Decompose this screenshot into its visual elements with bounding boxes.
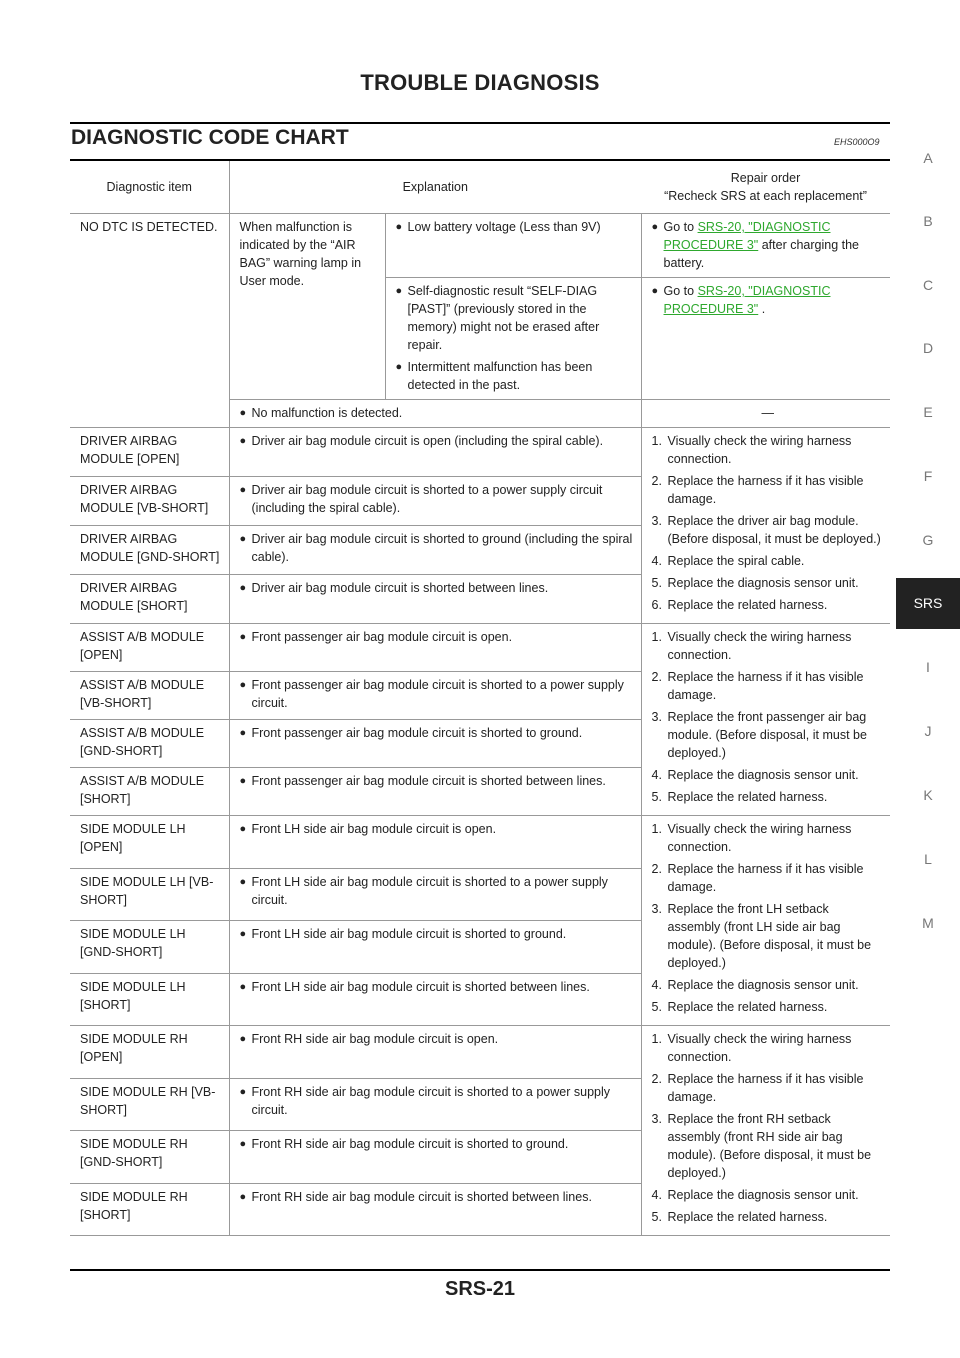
explanation-cell: ● Driver air bag module circuit is shorted to ground (including the spiral cable). <box>229 526 641 575</box>
bullet-icon: ● <box>651 221 659 233</box>
explanation-cell: ● Front LH side air bag module circuit is open. <box>229 816 641 869</box>
bullet-icon: ● <box>395 221 403 233</box>
bullet-icon: ● <box>395 285 403 297</box>
item-cell: ASSIST A/B MODULE [VB-SHORT] <box>70 672 229 720</box>
section-title: DIAGNOSTIC CODE CHART <box>71 126 349 149</box>
repair-cell: 1. Visually check the wiring harness connection. 2. Replace the harness if it has visible damage. 3. Replace the driver air bag module. (Before disposal, it must be deployed.) 4. Replace the spiral cable. 5. Replace the diagnosis sensor unit. 6. Replace the related harness. <box>641 428 890 624</box>
item-cell: DRIVER AIRBAG MODULE [OPEN] <box>70 428 229 477</box>
header-explanation: Explanation <box>229 160 641 214</box>
item-cell: SIDE MODULE RH [OPEN] <box>70 1026 229 1079</box>
side-index-srs-active[interactable]: SRS <box>896 578 960 629</box>
cause-cell: ● Self-diagnostic result “SELF-DIAG [PAST]” (previously stored in the memory) might not be erased after repair. ● Intermittent malfunction has been detected in the past. <box>385 278 641 400</box>
bullet-icon: ● <box>239 484 247 496</box>
item-cell: SIDE MODULE RH [VB-SHORT] <box>70 1078 229 1131</box>
side-index-c[interactable]: C <box>922 277 934 293</box>
cause-cell: ● Low battery voltage (Less than 9V) <box>385 214 641 278</box>
bullet-icon: ● <box>239 980 247 993</box>
explanation-cell: ● Front passenger air bag module circuit is shorted between lines. <box>229 768 641 816</box>
bullet-icon: ● <box>239 407 247 419</box>
item-cell: DRIVER AIRBAG MODULE [SHORT] <box>70 575 229 624</box>
explanation-cell: ● Front LH side air bag module circuit is shorted to a power supply circuit. <box>229 868 641 921</box>
condition-cell: When malfunction is indicated by the “AIR BAG” warning lamp in User mode. <box>229 214 385 400</box>
table-header-row <box>70 160 890 214</box>
bullet-icon: ● <box>239 727 247 739</box>
item-cell: DRIVER AIRBAG MODULE [VB-SHORT] <box>70 477 229 526</box>
bullet-icon: ● <box>239 875 247 888</box>
explanation-cell: ● Front LH side air bag module circuit is shorted between lines. <box>229 973 641 1026</box>
bullet-icon: ● <box>239 1085 247 1098</box>
item-cell: SIDE MODULE LH [SHORT] <box>70 973 229 1026</box>
section-code: EHS000O9 <box>834 137 880 147</box>
cause-cell: ● No malfunction is detected. <box>229 400 641 428</box>
bullet-icon: ● <box>395 361 403 373</box>
item-cell: SIDE MODULE LH [OPEN] <box>70 816 229 869</box>
header-repair-line1: Repair order <box>730 171 801 185</box>
side-index-d[interactable]: D <box>922 340 934 356</box>
item-cell: ASSIST A/B MODULE [SHORT] <box>70 768 229 816</box>
explanation-cell: ● Front LH side air bag module circuit is shorted to ground. <box>229 921 641 974</box>
bullet-icon: ● <box>239 582 247 594</box>
explanation-cell: ● Front RH side air bag module circuit is open. <box>229 1026 641 1079</box>
item-cell: ASSIST A/B MODULE [OPEN] <box>70 624 229 672</box>
side-index-e[interactable]: E <box>923 404 933 420</box>
bullet-icon: ● <box>239 775 247 787</box>
bullet-icon: ● <box>239 435 247 447</box>
side-index-i[interactable]: I <box>926 659 930 675</box>
explanation-cell: ● Driver air bag module circuit is shorted to a power supply circuit (including the spiral cable). <box>229 477 641 526</box>
header-repair-line2: “Recheck SRS at each replacement” <box>664 189 867 203</box>
side-index-k[interactable]: K <box>923 787 933 803</box>
repair-cell: 1. Visually check the wiring harness connection. 2. Replace the harness if it has visible damage. 3. Replace the front RH setback assembly (front RH side air bag module). (Before disposal, it must be deployed.) 4. Replace the diagnosis sensor unit. 5. Replace the related harness. <box>641 1026 890 1236</box>
side-index-b[interactable]: B <box>923 213 933 229</box>
explanation-cell: ● Front RH side air bag module circuit is shorted to a power supply circuit. <box>229 1078 641 1131</box>
explanation-cell: ● Front RH side air bag module circuit is shorted to ground. <box>229 1131 641 1184</box>
procedure-link[interactable]: SRS-20, "DIAGNOSTIC PROCEDURE 3" <box>663 220 831 252</box>
item-cell: NO DTC IS DETECTED. <box>70 214 229 428</box>
explanation-cell: ● Front passenger air bag module circuit is shorted to a power supply circuit. <box>229 672 641 720</box>
explanation-cell: ● Front passenger air bag module circuit is shorted to ground. <box>229 720 641 768</box>
table-row <box>70 624 890 672</box>
repair-cell: ● Go to SRS-20, "DIAGNOSTIC PROCEDURE 3" . <box>641 278 890 400</box>
side-index-l[interactable]: L <box>924 851 932 867</box>
explanation-cell: ● Driver air bag module circuit is open (including the spiral cable). <box>229 428 641 477</box>
repair-cell: 1. Visually check the wiring harness connection. 2. Replace the harness if it has visible damage. 3. Replace the front passenger air bag module. (Before disposal, it must be deployed.) 4. Replace the diagnosis sensor unit. 5. Replace the related harness. <box>641 624 890 816</box>
bullet-icon: ● <box>239 928 247 940</box>
table-row <box>70 428 890 477</box>
table-row <box>70 816 890 869</box>
bullet-icon: ● <box>239 631 247 643</box>
item-cell: SIDE MODULE RH [GND-SHORT] <box>70 1131 229 1184</box>
explanation-cell: ● Front RH side air bag module circuit is shorted between lines. <box>229 1183 641 1236</box>
side-index-m[interactable]: M <box>922 915 934 931</box>
repair-cell: — <box>641 400 890 428</box>
page-number: SRS-21 <box>444 1278 516 1300</box>
item-cell: SIDE MODULE LH [GND-SHORT] <box>70 921 229 974</box>
diagnostic-code-table <box>70 159 890 1236</box>
table-row <box>70 214 890 278</box>
item-cell: SIDE MODULE RH [SHORT] <box>70 1183 229 1236</box>
footer-rule <box>70 1269 890 1271</box>
explanation-cell: ● Driver air bag module circuit is shorted between lines. <box>229 575 641 624</box>
bullet-icon: ● <box>651 285 659 297</box>
side-index-g[interactable]: G <box>922 532 934 548</box>
page-header-title: TROUBLE DIAGNOSIS <box>360 70 600 95</box>
explanation-cell: ● Front passenger air bag module circuit is open. <box>229 624 641 672</box>
repair-cell: 1. Visually check the wiring harness connection. 2. Replace the harness if it has visible damage. 3. Replace the front LH setback assembly (front LH side air bag module). (Before disposal, it must be deployed.) 4. Replace the diagnosis sensor unit. 5. Replace the related harness. <box>641 816 890 1026</box>
procedure-link[interactable]: SRS-20, "DIAGNOSTIC PROCEDURE 3" <box>663 284 831 316</box>
header-repair-order <box>641 160 890 214</box>
bullet-icon: ● <box>239 1138 247 1150</box>
table-row <box>70 1026 890 1079</box>
item-cell: SIDE MODULE LH [VB-SHORT] <box>70 868 229 921</box>
side-index-a[interactable]: A <box>923 150 933 166</box>
bullet-icon: ● <box>239 1033 247 1045</box>
repair-cell: ● Go to SRS-20, "DIAGNOSTIC PROCEDURE 3" after charging the battery. <box>641 214 890 278</box>
bullet-icon: ● <box>239 679 247 691</box>
item-cell: ASSIST A/B MODULE [GND-SHORT] <box>70 720 229 768</box>
item-cell: DRIVER AIRBAG MODULE [GND-SHORT] <box>70 526 229 575</box>
bullet-icon: ● <box>239 1190 247 1203</box>
side-index-f[interactable]: F <box>923 468 933 484</box>
side-index-j[interactable]: J <box>924 723 932 739</box>
header-rule <box>70 122 890 124</box>
bullet-icon: ● <box>239 533 247 545</box>
bullet-icon: ● <box>239 823 247 835</box>
header-diagnostic-item: Diagnostic item <box>70 160 229 214</box>
